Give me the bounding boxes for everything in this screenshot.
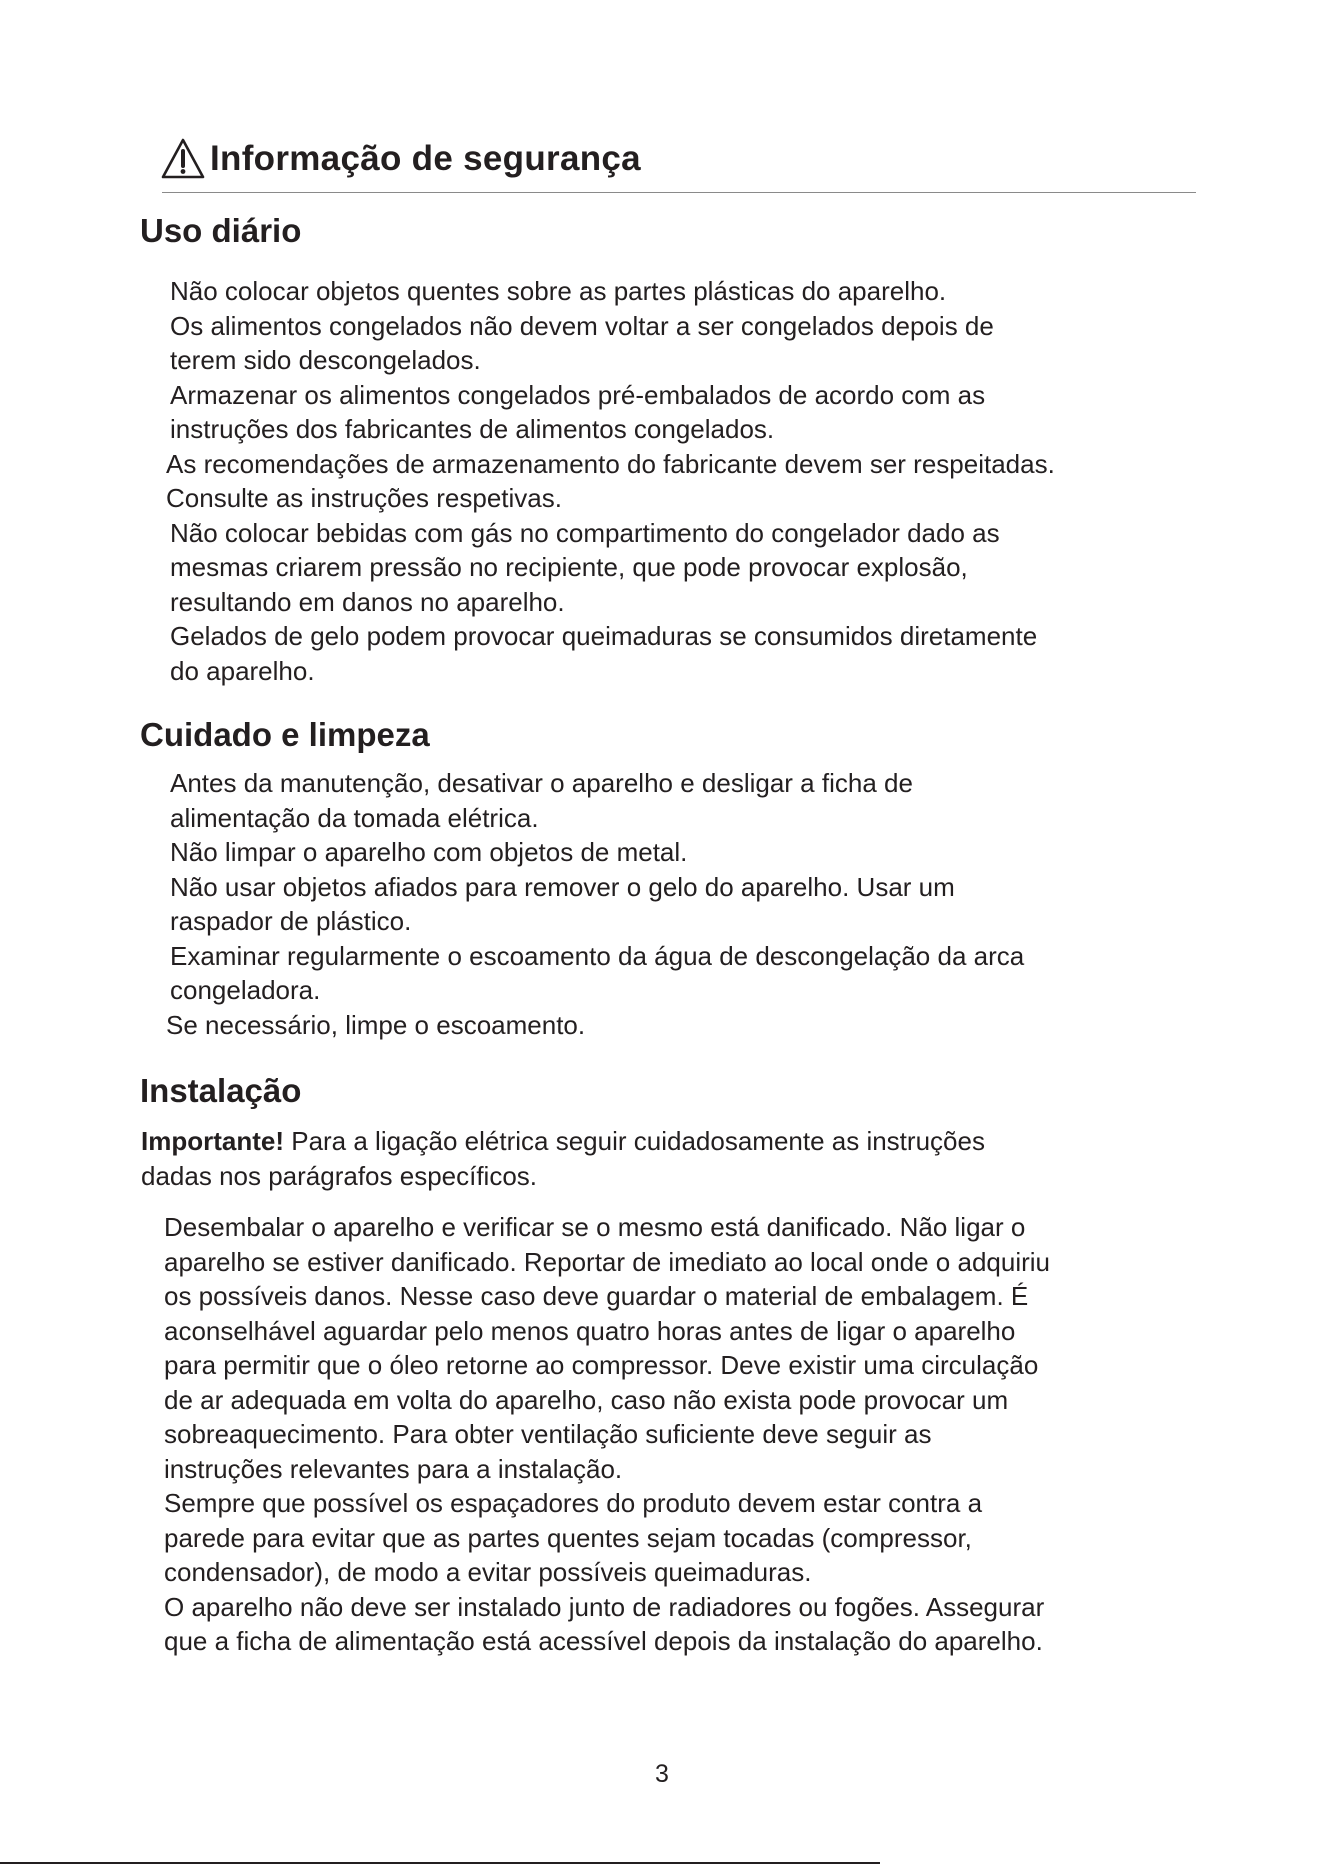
important-text: Para a ligação elétrica seguir cuidadosamente as instruções	[284, 1126, 985, 1156]
paragraph	[170, 835, 1024, 870]
paragraph	[166, 1008, 1024, 1043]
text-line: do aparelho.	[170, 655, 315, 686]
text-line	[141, 1124, 985, 1159]
text-line: Não limpar o aparelho com objetos de metal.	[170, 837, 688, 867]
paragraph	[170, 274, 1055, 309]
text-line: O aparelho não deve ser instalado junto de radiadores ou fogões. Assegurar	[164, 1591, 1045, 1622]
paragraph	[170, 378, 1055, 447]
paragraph	[170, 619, 1055, 688]
paragraph	[166, 447, 1055, 516]
installation-body	[164, 1210, 1050, 1659]
footer-divider	[0, 1862, 880, 1864]
text-line: Não colocar bebidas com gás no compartimento do congelador dado as	[170, 517, 1000, 548]
important-label: Importante!	[141, 1126, 284, 1156]
text-line: parede para evitar que as partes quentes sejam tocadas (compressor,	[164, 1522, 972, 1553]
text-line: de ar adequada em volta do aparelho, caso não exista pode provocar um	[164, 1384, 1009, 1415]
section-title-installation: Instalação	[140, 1072, 302, 1109]
text-line: Consulte as instruções respetivas.	[166, 483, 562, 513]
page-number: 3	[655, 1760, 669, 1788]
installation-important-note	[141, 1124, 985, 1193]
text-line: Examinar regularmente o escoamento da água de descongelação da arca	[170, 940, 1025, 971]
paragraph	[170, 309, 1055, 378]
paragraph	[170, 516, 1055, 620]
text-line: As recomendações de armazenamento do fabricante devem ser respeitadas.	[166, 448, 1055, 479]
text-line: para permitir que o óleo retorne ao compressor. Deve existir uma circulação	[164, 1350, 1039, 1380]
text-line: raspador de plástico.	[170, 906, 412, 936]
text-line: Armazenar os alimentos congelados pré-embalados de acordo com as	[170, 379, 986, 410]
text-line: congeladora.	[170, 975, 321, 1005]
paragraph	[141, 1124, 985, 1193]
safety-header	[160, 136, 641, 182]
text-line: aconselhável aguardar pelo menos quatro horas antes de ligar o aparelho	[164, 1315, 1016, 1346]
text-line: que a ficha de alimentação está acessível depois da instalação do aparelho.	[164, 1626, 1043, 1656]
section-title-daily-use: Uso diário	[140, 212, 302, 249]
warning-triangle-icon	[160, 136, 206, 182]
text-line: Gelados de gelo podem provocar queimaduras se consumidos diretamente	[170, 621, 1038, 651]
text-line: sobreaquecimento. Para obter ventilação suficiente deve seguir as	[164, 1419, 932, 1449]
text-line: dadas nos parágrafos específicos.	[141, 1160, 538, 1191]
paragraph	[164, 1486, 1050, 1590]
care-cleaning-body	[166, 766, 1025, 1042]
text-line: terem sido descongelados.	[170, 345, 481, 375]
paragraph	[170, 939, 1024, 1008]
text-line: os possíveis danos. Nesse caso deve guardar o material de embalagem. É	[164, 1281, 1029, 1311]
paragraph	[164, 1210, 1050, 1486]
text-line: instruções dos fabricantes de alimentos congelados.	[170, 414, 775, 444]
text-line: mesmas criarem pressão no recipiente, que pode provocar explosão,	[170, 552, 968, 582]
text-line: Sempre que possível os espaçadores do produto devem estar contra a	[164, 1488, 983, 1518]
text-line: resultando em danos no aparelho.	[170, 586, 565, 617]
text-line: Não usar objetos afiados para remover o gelo do aparelho. Usar um	[170, 871, 955, 902]
paragraph	[170, 870, 1024, 939]
text-line: Desembalar o aparelho e verificar se o mesmo está danificado. Não ligar o	[164, 1212, 1026, 1242]
text-line: Se necessário, limpe o escoamento.	[166, 1009, 586, 1040]
text-line: Antes da manutenção, desativar o aparelho e desligar a ficha de	[170, 768, 913, 798]
text-line: aparelho se estiver danificado. Reportar de imediato ao local onde o adquiriu	[164, 1246, 1051, 1277]
text-line: instruções relevantes para a instalação.	[164, 1453, 623, 1484]
text-line: Os alimentos congelados não devem voltar a ser congelados depois de	[170, 310, 994, 341]
text-line: alimentação da tomada elétrica.	[170, 802, 539, 833]
text-line: condensador), de modo a evitar possíveis queimaduras.	[164, 1557, 812, 1587]
daily-use-body	[166, 274, 1055, 688]
header-divider	[162, 192, 1196, 193]
paragraph	[170, 766, 1024, 835]
page-title: Informação de segurança	[210, 139, 641, 178]
paragraph	[164, 1590, 1050, 1659]
section-title-care-cleaning: Cuidado e limpeza	[140, 716, 430, 753]
text-line: Não colocar objetos quentes sobre as partes plásticas do aparelho.	[170, 276, 947, 306]
